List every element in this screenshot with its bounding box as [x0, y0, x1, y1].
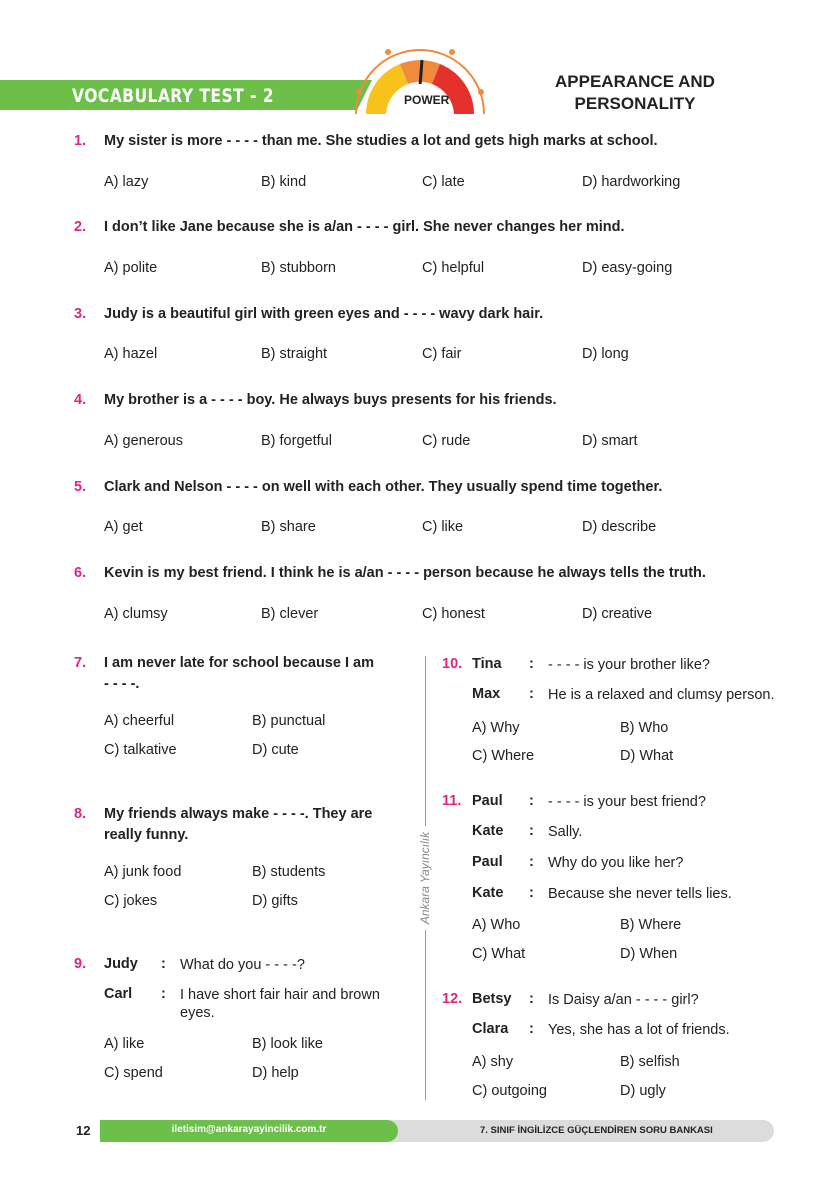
question-text: Kevin is my best friend. I think he is a/an - - - - person because he always tells the truth. — [104, 565, 706, 581]
option-a[interactable]: A) like — [104, 1036, 145, 1052]
option-d[interactable]: D) describe — [582, 519, 657, 535]
option-a[interactable]: A) Why — [472, 720, 520, 736]
question-number: 4. — [74, 392, 87, 408]
dialogue-colon: : — [529, 686, 534, 702]
page-number: 12 — [76, 1123, 91, 1138]
dialogue-colon: : — [529, 823, 534, 839]
footer-book-title: 7. SINIF İNGİLİZCE GÜÇLENDİREN SORU BANKASI — [480, 1125, 713, 1136]
dialogue-colon: : — [529, 991, 534, 1007]
option-d[interactable]: D) smart — [582, 433, 638, 449]
option-b[interactable]: B) Where — [620, 917, 682, 933]
option-a[interactable]: A) polite — [104, 260, 158, 276]
option-b[interactable]: B) forgetful — [261, 433, 332, 449]
dialogue-line: I have short fair hair and brown — [180, 987, 380, 1003]
gauge-label: POWER — [404, 93, 450, 107]
dialogue-line-continued: eyes. — [180, 1005, 215, 1021]
option-c[interactable]: C) outgoing — [472, 1083, 547, 1099]
dialogue-line: Because she never tells lies. — [548, 886, 732, 902]
option-d[interactable]: D) What — [620, 748, 674, 764]
topic-line-2: PERSONALITY — [574, 94, 696, 113]
dialogue-speaker: Paul — [472, 854, 503, 870]
option-c[interactable]: C) What — [472, 946, 526, 962]
option-d[interactable]: D) gifts — [252, 893, 298, 909]
option-b[interactable]: B) clever — [261, 606, 319, 622]
dialogue-speaker: Betsy — [472, 991, 512, 1007]
question-number: 1. — [74, 133, 87, 149]
dialogue-line: - - - - is your best friend? — [548, 794, 706, 810]
option-b[interactable]: B) selfish — [620, 1054, 680, 1070]
option-c[interactable]: C) jokes — [104, 893, 158, 909]
option-a[interactable]: A) shy — [472, 1054, 514, 1070]
option-c[interactable]: C) honest — [422, 606, 485, 622]
question-number: 9. — [74, 956, 87, 972]
question-number: 11. — [442, 793, 462, 809]
dialogue-colon: : — [529, 656, 534, 672]
question-text: Clark and Nelson - - - - on well with each other. They usually spend time together. — [104, 479, 663, 495]
dialogue-speaker: Judy — [104, 956, 138, 972]
option-c[interactable]: C) late — [422, 174, 465, 190]
test-title: VOCABULARY TEST - 2 — [72, 85, 274, 107]
publisher-watermark: Ankara Yayıncılık — [418, 826, 432, 930]
dialogue-colon: : — [161, 986, 166, 1002]
option-c[interactable]: C) spend — [104, 1065, 163, 1081]
question-number: 8. — [74, 806, 87, 822]
dialogue-line: Is Daisy a/an - - - - girl? — [548, 992, 699, 1008]
question-text: My sister is more - - - - than me. She studies a lot and gets high marks at school. — [104, 133, 658, 149]
option-c[interactable]: C) Where — [472, 748, 535, 764]
dialogue-colon: : — [529, 885, 534, 901]
dialogue-line: - - - - is your brother like? — [548, 657, 710, 673]
footer-email[interactable]: iletisim@ankarayayincilik.com.tr — [171, 1124, 327, 1135]
dialogue-speaker: Paul — [472, 793, 503, 809]
dialogue-line: Why do you like her? — [548, 855, 684, 871]
option-d[interactable]: D) When — [620, 946, 678, 962]
question-text: My brother is a - - - - boy. He always buys presents for his friends. — [104, 392, 557, 408]
dialogue-colon: : — [161, 956, 166, 972]
dialogue-colon: : — [529, 1021, 534, 1037]
option-d[interactable]: D) cute — [252, 742, 299, 758]
option-b[interactable]: B) share — [261, 519, 316, 535]
dialogue-speaker: Kate — [472, 823, 504, 839]
option-c[interactable]: C) helpful — [422, 260, 485, 276]
dialogue-speaker: Clara — [472, 1021, 509, 1037]
question-text-continued: really funny. — [104, 827, 189, 843]
dialogue-line: Yes, she has a lot of friends. — [548, 1022, 730, 1038]
topic-heading — [540, 71, 730, 115]
option-c[interactable]: C) talkative — [104, 742, 177, 758]
question-number: 6. — [74, 565, 87, 581]
option-b[interactable]: B) look like — [252, 1036, 323, 1052]
topic-line-1: APPEARANCE AND — [555, 72, 715, 91]
option-d[interactable]: D) hardworking — [582, 174, 681, 190]
question-number: 12. — [442, 991, 463, 1007]
option-a[interactable]: A) cheerful — [104, 713, 175, 729]
dialogue-colon: : — [529, 793, 534, 809]
option-a[interactable]: A) lazy — [104, 174, 149, 190]
option-b[interactable]: B) punctual — [252, 713, 326, 729]
dialogue-speaker: Tina — [472, 656, 502, 672]
option-a[interactable]: A) get — [104, 519, 143, 535]
option-a[interactable]: A) hazel — [104, 346, 158, 362]
option-d[interactable]: D) creative — [582, 606, 653, 622]
dialogue-colon: : — [529, 854, 534, 870]
question-text: I don’t like Jane because she is a/an - - - - girl. She never changes her mind. — [104, 219, 625, 235]
dialogue-speaker: Kate — [472, 885, 504, 901]
option-b[interactable]: B) students — [252, 864, 326, 880]
option-c[interactable]: C) fair — [422, 346, 462, 362]
dialogue-line: Sally. — [548, 824, 583, 840]
option-a[interactable]: A) junk food — [104, 864, 182, 880]
question-text: I am never late for school because I am — [104, 655, 374, 671]
option-d[interactable]: D) long — [582, 346, 629, 362]
dialogue-speaker: Max — [472, 686, 501, 702]
option-a[interactable]: A) Who — [472, 917, 521, 933]
question-number: 5. — [74, 479, 87, 495]
question-text: My friends always make - - - -. They are — [104, 806, 373, 822]
option-b[interactable]: B) straight — [261, 346, 328, 362]
question-number: 10. — [442, 656, 463, 672]
option-b[interactable]: B) stubborn — [261, 260, 336, 276]
option-d[interactable]: D) ugly — [620, 1083, 666, 1099]
option-b[interactable]: B) Who — [620, 720, 669, 736]
question-number: 2. — [74, 219, 87, 235]
question-text: Judy is a beautiful girl with green eyes and - - - - wavy dark hair. — [104, 306, 544, 322]
option-a[interactable]: A) clumsy — [104, 606, 168, 622]
option-d[interactable]: D) easy-going — [582, 260, 673, 276]
option-b[interactable]: B) kind — [261, 174, 307, 190]
option-d[interactable]: D) help — [252, 1065, 299, 1081]
question-number: 7. — [74, 655, 87, 671]
question-text-continued: - - - -. — [104, 676, 140, 692]
dialogue-speaker: Carl — [104, 986, 133, 1002]
question-number: 3. — [74, 306, 87, 322]
dialogue-line: What do you - - - -? — [180, 957, 305, 973]
option-c[interactable]: C) rude — [422, 433, 471, 449]
option-a[interactable]: A) generous — [104, 433, 183, 449]
option-c[interactable]: C) like — [422, 519, 464, 535]
dialogue-line: He is a relaxed and clumsy person. — [548, 687, 775, 703]
